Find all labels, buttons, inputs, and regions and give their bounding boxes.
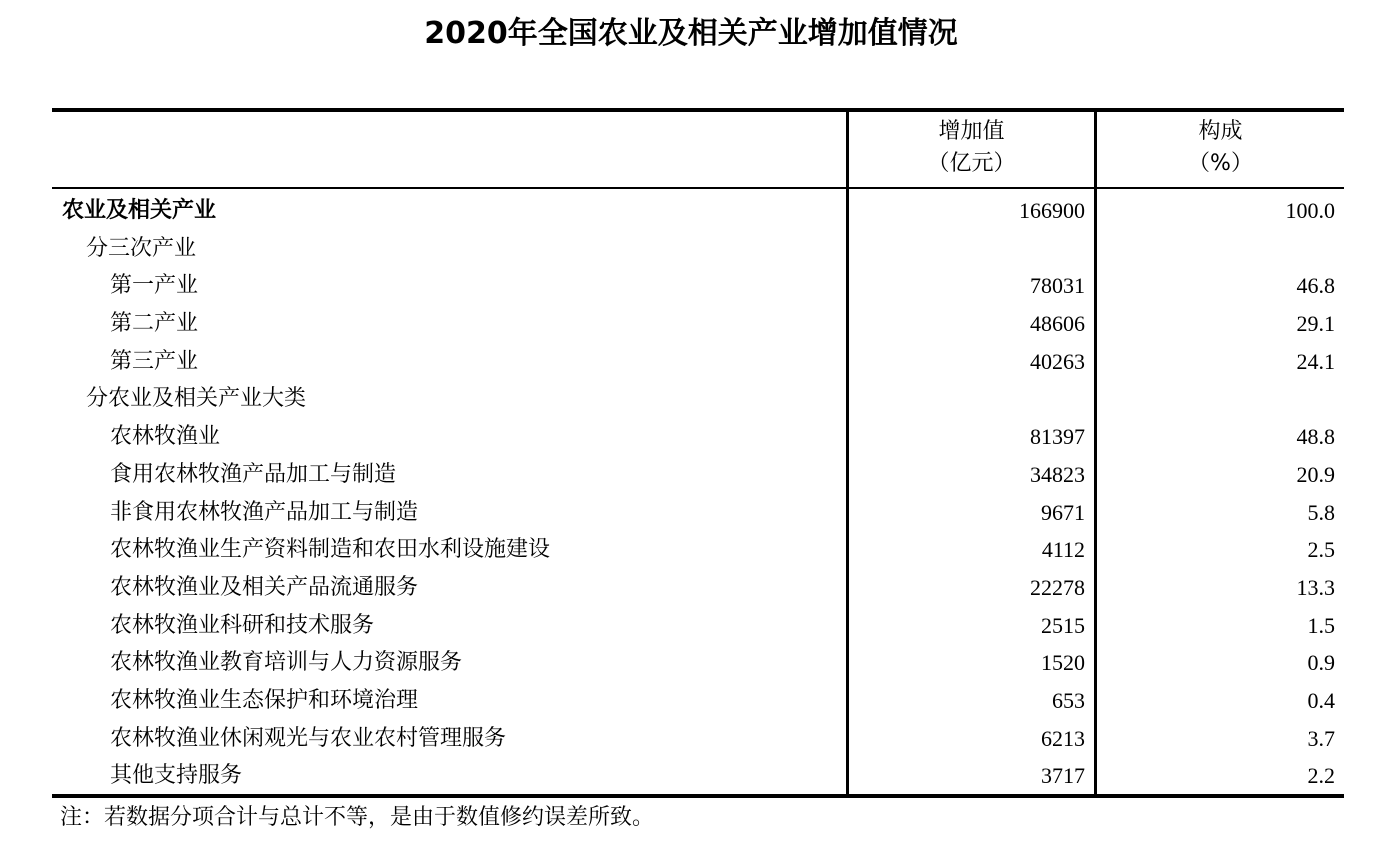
table-top-rule — [52, 108, 1344, 112]
table-row — [52, 267, 1344, 305]
column-header-value-unit: （亿元） — [927, 151, 1016, 176]
table-row — [52, 757, 1344, 795]
row-label: 农林牧渔业教育培训与人力资源服务 — [110, 650, 463, 676]
table-body — [52, 192, 1344, 795]
row-share: 2.5 — [1307, 537, 1335, 563]
row-share: 2.2 — [1307, 763, 1335, 789]
row-label: 食用农林牧渔产品加工与制造 — [110, 461, 397, 487]
row-share: 29.1 — [1296, 311, 1335, 337]
table-row — [52, 531, 1344, 569]
row-label: 分农业及相关产业大类 — [86, 386, 307, 412]
row-value: 81397 — [1030, 424, 1085, 450]
table-row — [52, 456, 1344, 494]
row-value: 40263 — [1030, 348, 1085, 374]
row-label: 农业及相关产业 — [62, 198, 217, 223]
column-header-value-name: 增加值 — [938, 119, 1005, 144]
row-share: 100.0 — [1285, 198, 1335, 223]
row-label: 农林牧渔业生产资料制造和农田水利设施建设 — [110, 537, 551, 563]
row-value: 1520 — [1041, 650, 1085, 676]
table-row — [52, 682, 1344, 720]
table-row — [52, 418, 1344, 456]
row-label: 其他支持服务 — [110, 763, 243, 789]
row-value: 78031 — [1030, 273, 1085, 299]
row-share: 0.9 — [1307, 650, 1335, 676]
row-share: 20.9 — [1296, 461, 1335, 487]
row-share: 5.8 — [1307, 499, 1335, 525]
row-value: 166900 — [1019, 198, 1085, 223]
table-row — [52, 380, 1344, 418]
row-value: 22278 — [1030, 574, 1085, 600]
row-label: 农林牧渔业科研和技术服务 — [110, 612, 375, 638]
table-header-rule — [52, 187, 1344, 189]
column-header-value — [849, 116, 1094, 186]
row-label: 第三产业 — [110, 348, 199, 374]
row-share: 13.3 — [1296, 574, 1335, 600]
footnote: 注：若数据分项合计与总计不等，是由于数值修约误差所致。 — [60, 805, 655, 830]
table-row — [52, 644, 1344, 682]
row-label: 农林牧渔业生态保护和环境治理 — [110, 687, 419, 713]
row-value: 2515 — [1041, 612, 1085, 638]
table-row — [52, 569, 1344, 607]
column-header-share — [1097, 116, 1344, 186]
row-share: 3.7 — [1307, 725, 1335, 751]
row-label: 第二产业 — [110, 311, 199, 337]
row-label: 非食用农林牧渔产品加工与制造 — [110, 499, 419, 525]
row-value: 48606 — [1030, 311, 1085, 337]
table-row — [52, 343, 1344, 381]
row-label: 第一产业 — [110, 273, 199, 299]
table-row — [52, 720, 1344, 758]
column-header-share-name: 构成 — [1198, 119, 1243, 144]
row-label: 农林牧渔业休闲观光与农业农村管理服务 — [110, 725, 507, 751]
table-row — [52, 607, 1344, 645]
row-share: 0.4 — [1307, 687, 1335, 713]
page-title: 2020年全国农业及相关产业增加值情况 — [424, 16, 958, 51]
table-row — [52, 305, 1344, 343]
row-label: 农林牧渔业 — [110, 424, 221, 450]
row-share: 48.8 — [1296, 424, 1335, 450]
row-value: 6213 — [1041, 725, 1085, 751]
row-share: 46.8 — [1296, 273, 1335, 299]
column-header-share-unit: （%） — [1188, 151, 1253, 176]
row-label: 分三次产业 — [86, 235, 197, 261]
row-share: 24.1 — [1296, 348, 1335, 374]
row-value: 4112 — [1041, 537, 1085, 563]
row-value: 9671 — [1041, 499, 1085, 525]
table-row — [52, 494, 1344, 532]
table-row — [52, 230, 1344, 268]
row-value: 34823 — [1030, 461, 1085, 487]
row-share: 1.5 — [1307, 612, 1335, 638]
row-label: 农林牧渔业及相关产品流通服务 — [110, 574, 419, 600]
row-value: 653 — [1052, 687, 1085, 713]
row-value: 3717 — [1041, 763, 1085, 789]
table-row — [52, 192, 1344, 230]
